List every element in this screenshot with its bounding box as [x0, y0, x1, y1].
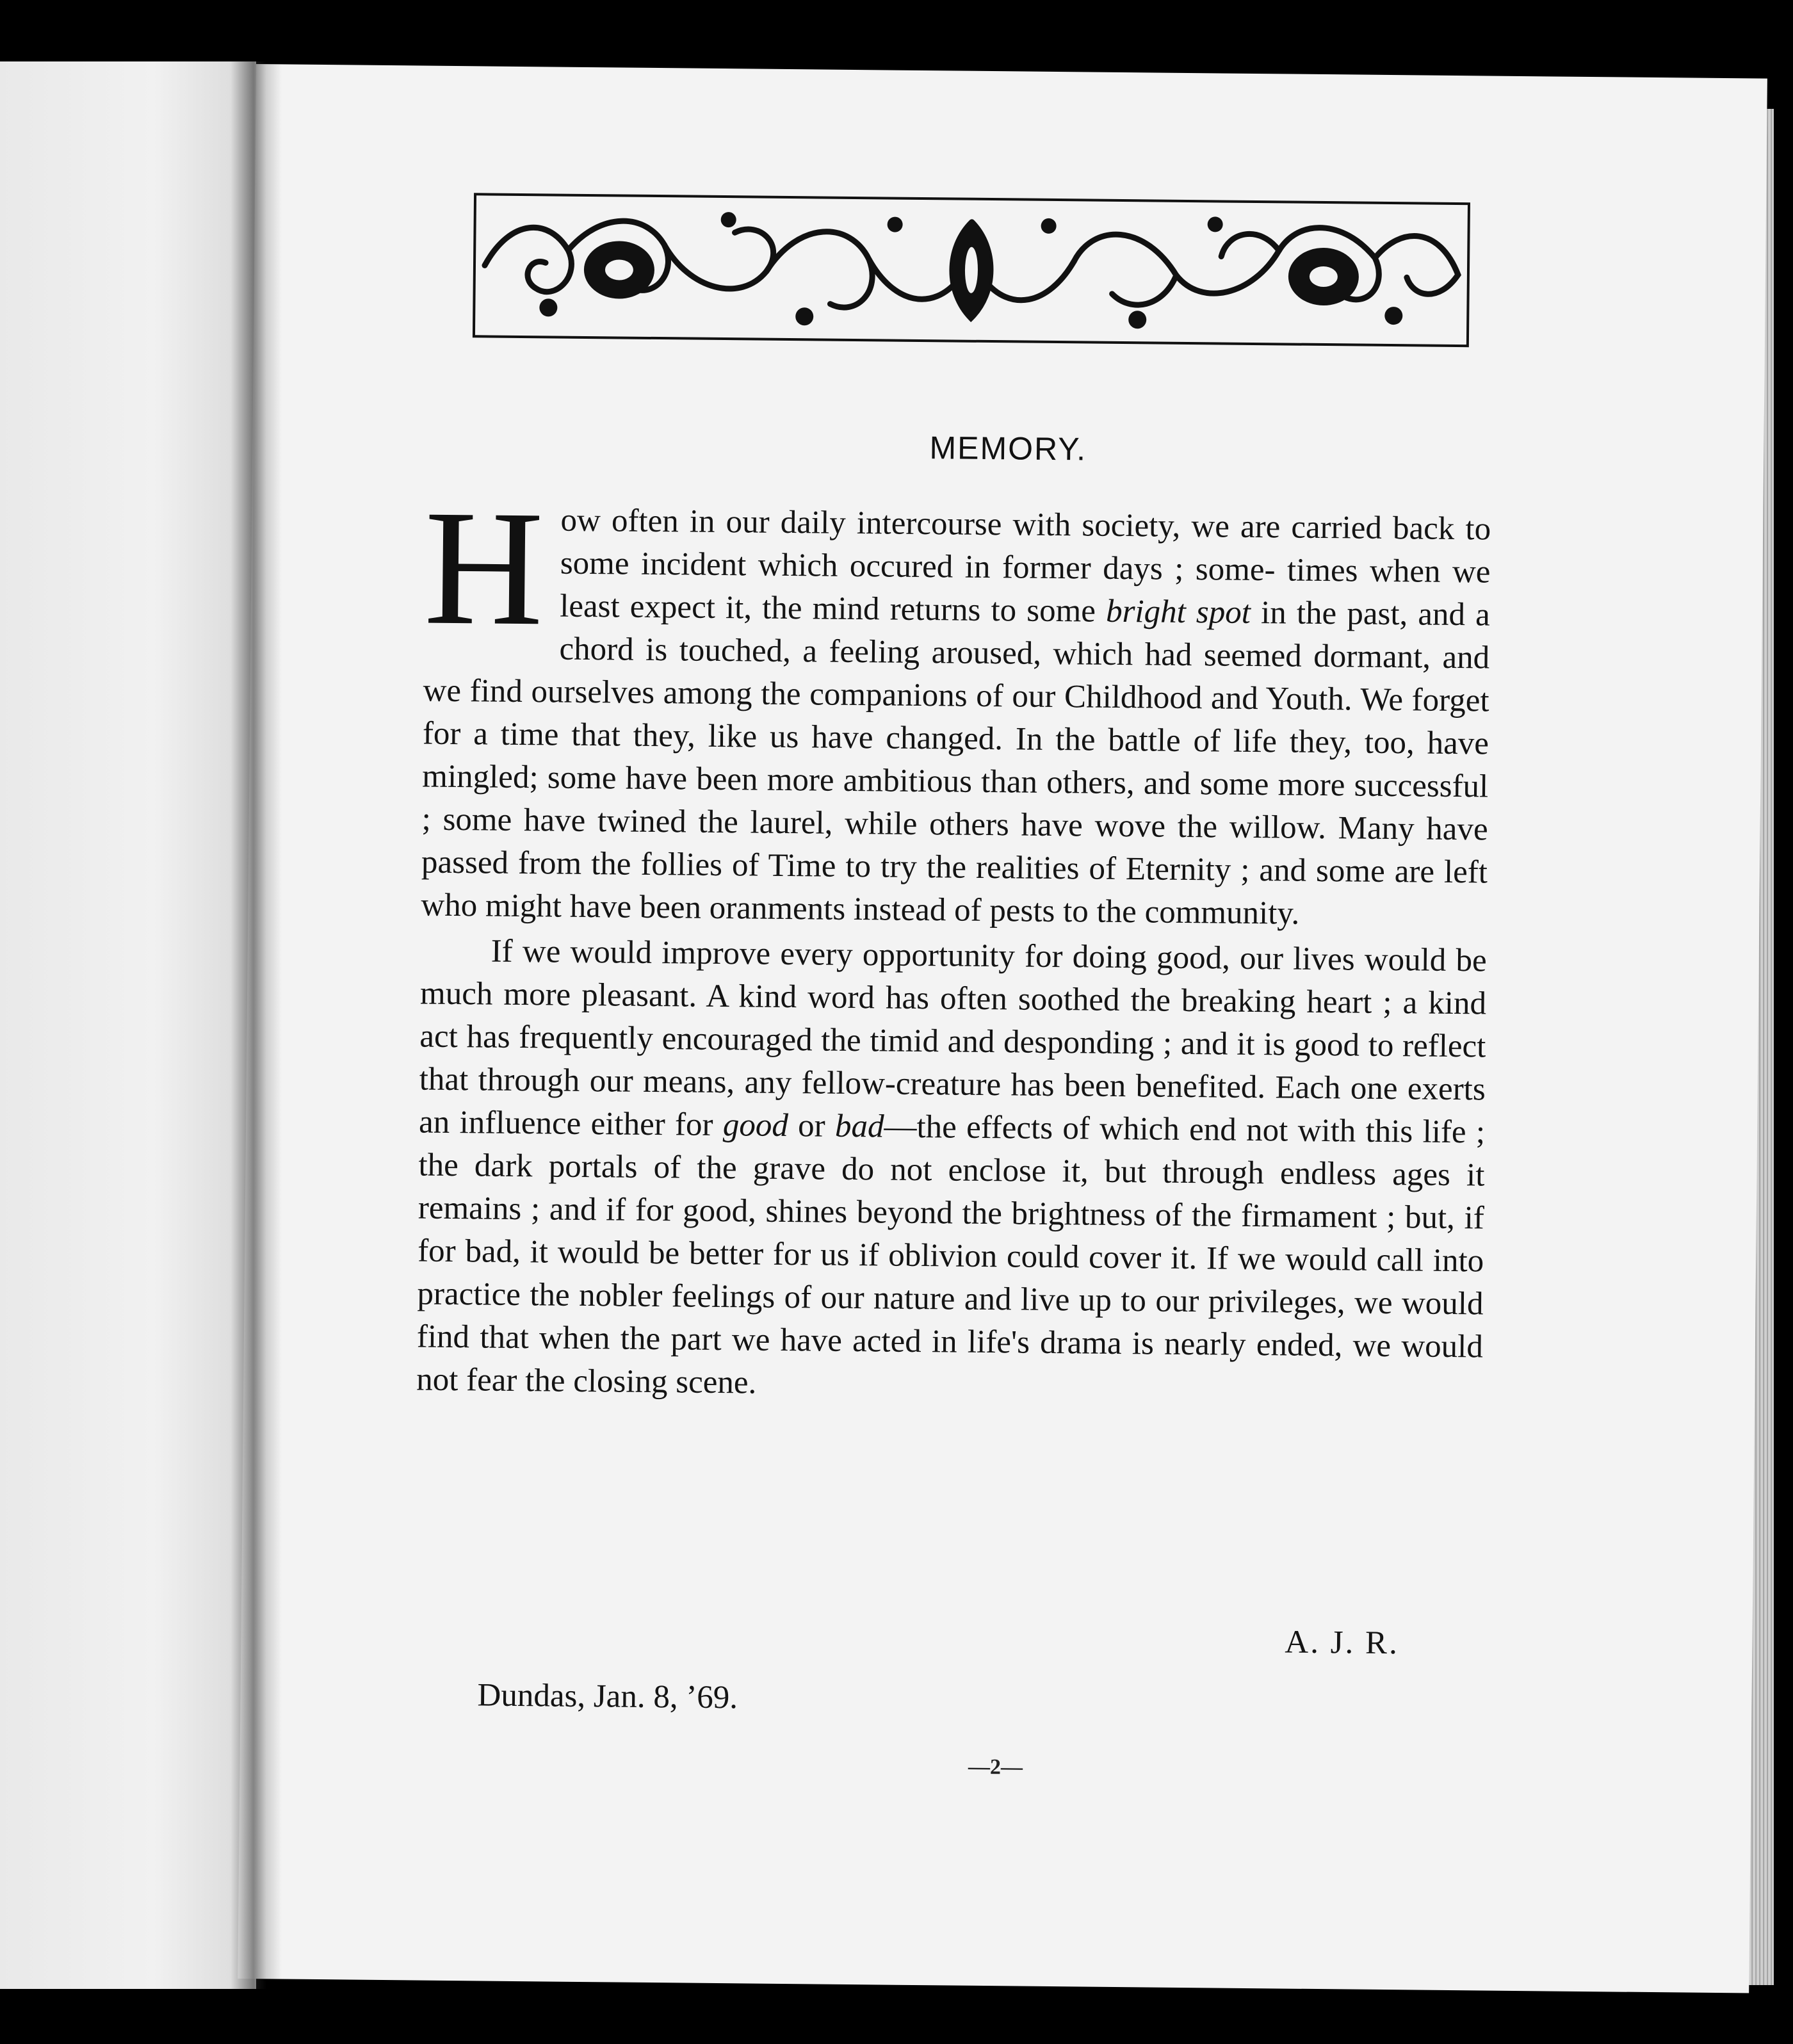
- paragraph-1-italic-phrase: bright spot: [1105, 593, 1251, 631]
- article-body: [416, 475, 1491, 1412]
- place-and-date: Dundas, Jan. 8, ’69.: [477, 1677, 738, 1716]
- paragraph-2-part-1: If we would improve every opportunity for doing good, our lives would be much more pleasant. A kind word has often soothed the breaking heart ; a kind act has frequently encouraged the timid and desponding ; and it is good to reflect that through our means, any fellow-creature has been benefited. Each one exerts an influence either for: [418, 933, 1487, 1144]
- paragraph-2-italic-good: good: [722, 1107, 789, 1144]
- floral-ornament-banner: [471, 191, 1472, 348]
- paragraph-2-italic-bad: bad: [834, 1108, 884, 1145]
- facing-page-fragment: [0, 61, 256, 1989]
- article-title: MEMORY.: [929, 430, 1087, 467]
- paragraph-1: [421, 475, 1491, 937]
- author-initials: A. J. R.: [1285, 1624, 1400, 1662]
- page-number: —2—: [968, 1755, 1023, 1780]
- book-page: [238, 64, 1767, 1993]
- drop-cap: H: [423, 475, 545, 660]
- paragraph-2: [416, 930, 1487, 1412]
- paragraph-1-part-1: ow often in our daily intercourse with society, we are carried back to some incident which occured in former days ; some- times when we least expect it, the mind returns to some: [559, 502, 1491, 629]
- book-gutter-shadow: [231, 61, 282, 1989]
- paragraph-2-part-3: —the effects of which end not with this life ; the dark portals of the grave do not enclose it, but through endless ages it remains ; and if for good, shines beyond the brightness of the firmament ; but, if for bad, it would be better for us if oblivion could cover it. If we would call into practice the nobler feelings of our nature and live up to our privileges, we would find that when the part we have acted in life's drama is nearly ended, we would not fear the closing scene.: [416, 1108, 1486, 1401]
- paragraph-2-part-2: or: [788, 1108, 836, 1144]
- paragraph-1-part-2: in the past, and a chord is touched, a feeling aroused, which had seemed dormant, and we find ourselves among the companions of our Childhood and Youth. We forget for a time that they, like us have changed. In the battle of life they, too, have mingled; some have been more ambitious than others, and some more successful ; some have twined the laurel, while others have wove the willow. Many have passed from the follies of Time to try the realities of Eternity ; and some are left who might have been oranments instead of pests to the community.: [421, 594, 1491, 932]
